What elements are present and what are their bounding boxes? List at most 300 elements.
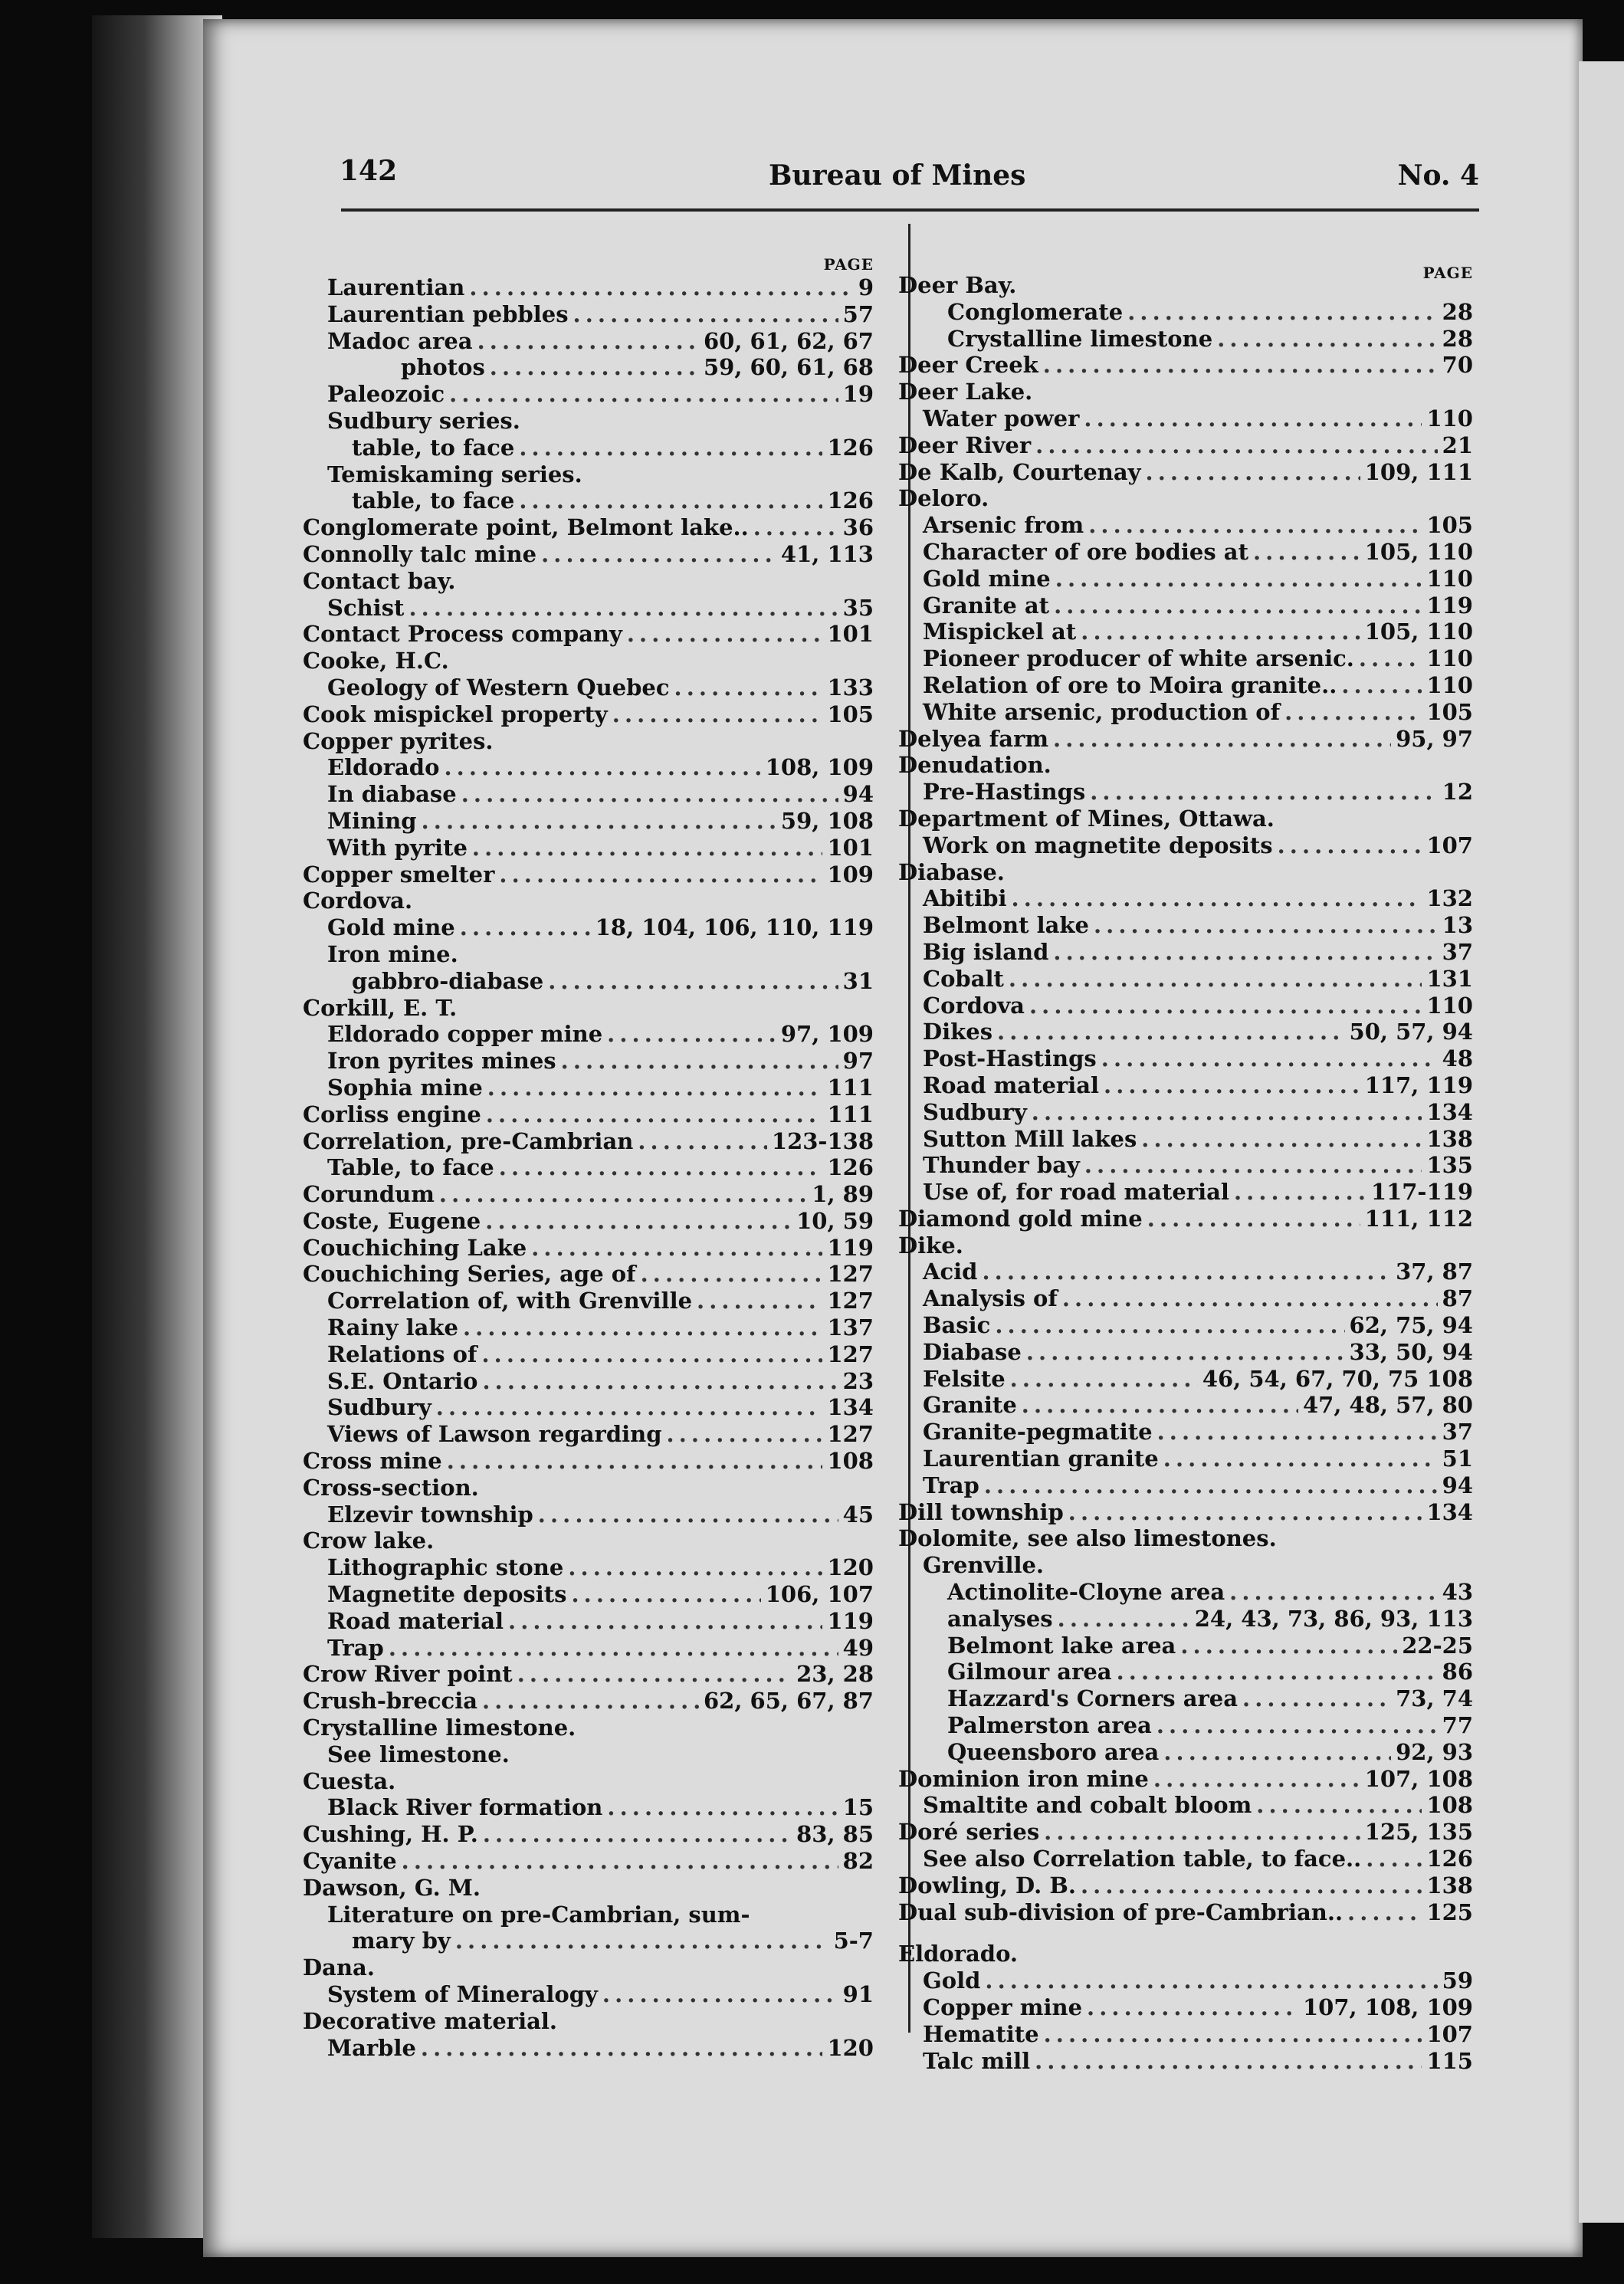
index-entry-pages: 101 [827, 834, 874, 861]
index-entry-text: Granite-pegmatite [923, 1419, 1153, 1446]
index-entry-pages: 91 [842, 1981, 874, 2007]
index-entry [898, 485, 1473, 512]
index-entry [303, 514, 874, 541]
leader-dots [548, 968, 838, 995]
index-entry-pages: 97 [842, 1048, 874, 1075]
index-entry-text: Corkill, E. T. [303, 994, 458, 1021]
index-spacer [898, 1925, 1473, 1941]
index-entry-pages: 108 [827, 1448, 874, 1475]
index-entry [898, 1019, 1473, 1045]
leader-dots [469, 274, 853, 301]
leader-dots [463, 1314, 822, 1341]
index-entry [898, 1206, 1473, 1232]
leader-dots [472, 835, 823, 861]
index-entry-text: Lithographic stone [327, 1554, 564, 1581]
leader-dots [481, 1341, 822, 1368]
leader-dots [1068, 1499, 1422, 1526]
leader-dots [995, 1312, 1344, 1339]
index-entry-pages: 132 [1426, 885, 1473, 912]
index-entry-pages: 110 [1426, 671, 1473, 698]
index-entry-pages: 137 [827, 1314, 874, 1341]
index-entry [898, 1819, 1473, 1846]
leader-dots [997, 1019, 1344, 1045]
index-entry [303, 301, 874, 328]
index-entry-pages: 119 [1426, 592, 1473, 619]
leader-dots [1242, 1685, 1391, 1712]
index-entry-text: Dawson, G. M. [303, 1874, 481, 1901]
index-entry [898, 619, 1473, 645]
index-entry-pages: 120 [827, 2034, 874, 2061]
index-entry-text: Literature on pre-Cambrian, sum- [327, 1901, 750, 1928]
index-entry-text: Magnetite deposits [327, 1581, 567, 1608]
index-entry-text: Arsenic from [923, 512, 1084, 539]
leader-dots [1081, 1872, 1422, 1899]
leader-dots [1087, 1994, 1298, 2021]
index-entry-text: Cross mine [303, 1448, 442, 1475]
index-entry-text: Deer Bay. [898, 272, 1017, 298]
index-entry [303, 461, 874, 488]
leader-dots [447, 1448, 823, 1475]
leader-dots [1009, 966, 1422, 993]
index-entry [303, 595, 874, 622]
leader-dots [1101, 1045, 1438, 1072]
index-entry [898, 326, 1473, 353]
leader-dots [667, 1421, 823, 1448]
index-entry-text: table, to face [352, 434, 515, 461]
leader-dots [1029, 993, 1422, 1019]
leader-dots [439, 1181, 807, 1208]
index-entry-pages: 36 [842, 514, 874, 541]
index-entry [303, 1421, 874, 1448]
index-entry-text: Copper pyrites. [303, 727, 494, 754]
index-entry-pages: 126 [1426, 1846, 1473, 1872]
leader-dots [508, 1608, 822, 1635]
index-entry-text: In diabase [327, 781, 457, 808]
leader-dots [1035, 432, 1438, 459]
index-entry [303, 1688, 874, 1715]
leader-dots [483, 1821, 792, 1848]
index-entry [303, 914, 874, 941]
index-entry [898, 1712, 1473, 1739]
index-entry [898, 299, 1473, 326]
index-entry [898, 1633, 1473, 1659]
index-entry-text: Belmont lake [923, 912, 1089, 939]
index-entry-pages: 48 [1442, 1045, 1473, 1072]
leader-dots [461, 781, 838, 808]
leader-dots [519, 435, 822, 461]
index-entry-text: Copper smelter [303, 861, 495, 888]
leader-dots [487, 1075, 823, 1101]
leader-dots [674, 674, 823, 701]
index-entry [303, 381, 874, 408]
index-entry-text: Rainy lake [327, 1314, 458, 1341]
index-entry-text: Cook mispickel property [303, 701, 608, 727]
index-entry-pages: 62, 75, 94 [1349, 1312, 1473, 1339]
index-entry-pages: 51 [1442, 1446, 1473, 1472]
index-entry-pages: 49 [842, 1634, 874, 1661]
index-entry-pages: 59, 60, 61, 68 [703, 354, 874, 381]
index-entry-pages: 46, 54, 67, 70, 75 108 [1202, 1365, 1473, 1392]
index-entry [303, 2035, 874, 2062]
index-entry [303, 1608, 874, 1635]
index-entry [898, 912, 1473, 939]
leader-dots [1163, 1739, 1391, 1766]
leader-dots [455, 1928, 829, 1954]
index-entry [303, 1501, 874, 1528]
index-entry-text: Conglomerate point, Belmont lake.. [303, 514, 749, 541]
index-entry-text: Pre-Hastings [923, 779, 1086, 806]
index-entry-pages: 108, 109 [765, 754, 874, 781]
index-entry [303, 1741, 874, 1768]
index-entry [303, 328, 874, 355]
index-entry-text: Basic [923, 1312, 991, 1339]
index-entry [303, 621, 874, 648]
index-entry-text: Smaltite and cobalt bloom [923, 1792, 1252, 1819]
leader-dots [482, 1368, 838, 1395]
index-entry-pages: 19 [842, 381, 874, 408]
index-entry [303, 1902, 874, 1928]
index-entry-pages: 15 [842, 1794, 874, 1821]
index-entry-text: Cuesta. [303, 1767, 396, 1794]
leader-dots [1117, 1659, 1438, 1685]
index-entry [303, 274, 874, 301]
index-entry-text: mary by [352, 1928, 451, 1954]
leader-dots [982, 1258, 1391, 1285]
index-entry [303, 354, 874, 381]
leader-dots [1229, 1579, 1437, 1606]
leader-dots [1284, 699, 1422, 726]
index-entry-pages: 43 [1442, 1579, 1473, 1606]
index-entry-text: Water power [923, 405, 1080, 432]
index-entry-pages: 123-138 [771, 1127, 874, 1154]
index-entry [898, 405, 1473, 432]
index-entry [303, 1475, 874, 1501]
index-entry [303, 888, 874, 914]
leader-dots [1157, 1419, 1438, 1446]
index-entry [303, 1715, 874, 1741]
index-entry-text: Eldorado. [898, 1941, 1019, 1967]
index-entry [303, 781, 874, 808]
index-entry [898, 1659, 1473, 1685]
index-entry [898, 459, 1473, 486]
index-entry [898, 1685, 1473, 1712]
index-entry [303, 487, 874, 514]
index-entry-pages: 37, 87 [1396, 1258, 1473, 1285]
index-entry-pages: 126 [827, 487, 874, 514]
index-entry [303, 435, 874, 461]
page-number: 142 [340, 155, 398, 187]
index-entry-text: Views of Lawson regarding [327, 1421, 662, 1448]
index-entry [898, 1579, 1473, 1606]
index-entry [303, 674, 874, 701]
index-entry [898, 272, 1473, 299]
index-entry-text: gabbro-diabase [352, 967, 544, 994]
index-entry-pages: 110 [1426, 565, 1473, 592]
index-entry-text: Department of Mines, Ottawa. [898, 805, 1275, 832]
leader-dots [436, 1394, 823, 1421]
index-entry [303, 1928, 874, 1954]
leader-dots [1104, 1072, 1360, 1099]
index-entry [898, 832, 1473, 859]
index-entry [898, 1366, 1473, 1393]
index-entry [303, 408, 874, 435]
index-entry [303, 1954, 874, 1981]
index-entry-pages: 45 [842, 1501, 874, 1528]
index-entry-text: Hazzard's Corners area [947, 1685, 1239, 1712]
leader-dots [627, 621, 823, 648]
index-entry-pages: 59, 108 [780, 807, 874, 834]
index-entry [898, 966, 1473, 993]
index-entry [303, 1581, 874, 1608]
leader-dots [1081, 619, 1360, 645]
index-entry-text: Gold [923, 1967, 981, 1994]
index-entry [898, 1872, 1473, 1899]
index-entry-text: Actinolite-Cloyne area [947, 1579, 1225, 1606]
index-entry-pages: 107, 108, 109 [1303, 1994, 1473, 2020]
index-entry-text: Doré series [898, 1819, 1040, 1846]
leader-dots [571, 1581, 760, 1608]
index-entry-pages: 57 [842, 300, 874, 327]
index-entry-pages: 134 [1426, 1498, 1473, 1525]
index-entry-text: Deloro. [898, 485, 989, 512]
index-entry [303, 1554, 874, 1581]
index-entry-text: Eldorado [327, 754, 440, 781]
index-entry-text: Grenville. [923, 1552, 1045, 1579]
index-entry [303, 1208, 874, 1235]
index-entry-text: Elzevir township [327, 1501, 533, 1528]
leader-dots [1253, 539, 1360, 566]
index-entry-pages: 10, 59 [796, 1207, 874, 1234]
index-entry-pages: 59 [1442, 1967, 1473, 1994]
index-entry-pages: 23 [842, 1367, 874, 1394]
index-entry [898, 1152, 1473, 1179]
index-entry [898, 2021, 1473, 2048]
index-entry-text: Cordova. [303, 888, 413, 914]
index-entry [303, 1181, 874, 1208]
index-entry-pages: 125 [1426, 1898, 1473, 1925]
index-entry-text: Deer Creek [898, 352, 1038, 379]
index-entry-pages: 37 [1442, 938, 1473, 965]
index-entry-text: Contact Process company [303, 621, 622, 648]
index-entry-text: Laurentian granite [923, 1446, 1159, 1472]
index-entry-text: Deer River [898, 432, 1032, 458]
index-entry-pages: 115 [1426, 2047, 1473, 2074]
index-entry [898, 1899, 1473, 1926]
leader-dots [1054, 592, 1422, 619]
index-entry [898, 2048, 1473, 2075]
leader-dots [1043, 352, 1438, 379]
index-entry [898, 1179, 1473, 1206]
leader-dots [612, 701, 823, 728]
leader-dots [1163, 1446, 1438, 1472]
leader-dots [477, 328, 699, 355]
index-entry [898, 885, 1473, 912]
index-entry-pages: 28 [1442, 325, 1473, 352]
index-entry-pages: 110 [1426, 992, 1473, 1019]
index-entry-text: Cobalt [923, 965, 1004, 992]
index-entry [898, 1846, 1473, 1872]
index-entry-text: With pyrite [327, 834, 468, 861]
index-entry-text: Gold mine [923, 565, 1051, 592]
leader-dots [1090, 779, 1437, 806]
index-entry-text: See limestone. [327, 1741, 510, 1767]
index-entry-pages: 33, 50, 94 [1349, 1338, 1473, 1365]
index-entry [898, 379, 1473, 405]
leader-dots [531, 1235, 822, 1262]
index-entry-pages: 92, 93 [1396, 1738, 1473, 1765]
index-entry-pages: 109, 111 [1364, 458, 1473, 485]
index-entry-pages: 107, 108 [1364, 1765, 1473, 1792]
index-entry-pages: 127 [827, 1261, 874, 1288]
index-entry-text: Couchiching Series, age of [303, 1261, 636, 1288]
leader-dots [482, 1688, 699, 1715]
index-entry-text: Belmont lake area [947, 1632, 1176, 1659]
leader-dots [460, 914, 591, 941]
leader-dots [1012, 885, 1422, 912]
index-entry-text: Geology of Western Quebec [327, 674, 670, 701]
index-entry-pages: 105 [1426, 698, 1473, 725]
index-entry-text: Thunder bay [923, 1152, 1080, 1179]
index-entry [898, 645, 1473, 672]
index-entry-text: Crystalline limestone [947, 325, 1213, 352]
index-column-left [303, 254, 874, 2061]
index-entry-pages: 119 [827, 1607, 874, 1634]
index-entry-pages: 1, 89 [812, 1181, 874, 1208]
index-entry-text: Conglomerate [947, 298, 1124, 325]
index-entry-pages: 110 [1426, 645, 1473, 672]
index-entry [898, 1552, 1473, 1579]
leader-dots [422, 808, 776, 835]
leader-dots [485, 1208, 792, 1235]
index-entry-pages: 105, 110 [1364, 538, 1473, 565]
index-entry-pages: 47, 48, 57, 80 [1302, 1392, 1473, 1419]
index-entry-text: Dual sub-division of pre-Cambrian.. [898, 1898, 1343, 1925]
index-entry [303, 808, 874, 835]
index-entry [303, 541, 874, 568]
index-entry-pages: 24, 43, 73, 86, 93, 113 [1194, 1605, 1473, 1632]
index-entry-text: Corundum [303, 1181, 435, 1208]
index-entry [898, 566, 1473, 592]
index-entry-pages: 31 [842, 967, 874, 994]
index-entry-pages: 107 [1426, 832, 1473, 858]
leader-dots [449, 381, 838, 408]
index-entry [898, 726, 1473, 753]
index-entry [303, 1768, 874, 1795]
index-entry [898, 1285, 1473, 1312]
leader-dots [1234, 1179, 1366, 1206]
index-entry-text: table, to face [352, 487, 515, 514]
leader-dots [421, 2035, 823, 2062]
index-entry [303, 1848, 874, 1875]
index-entry [898, 806, 1473, 832]
index-entry-pages: 138 [1426, 1125, 1473, 1152]
index-entry-pages: 135 [1426, 1152, 1473, 1179]
leader-dots [486, 1101, 823, 1128]
page-column-label: PAGE [823, 255, 874, 274]
leader-dots [444, 754, 760, 781]
index-entry-text: Analysis of [923, 1285, 1058, 1312]
index-entry [303, 2008, 874, 2035]
index-entry [303, 1794, 874, 1821]
index-entry-pages: 86 [1442, 1659, 1473, 1685]
leader-dots [408, 595, 838, 622]
leader-dots [1366, 1846, 1422, 1872]
index-entry [303, 968, 874, 995]
index-entry-text: Cross-section. [303, 1474, 479, 1501]
index-entry-pages: 120 [827, 1554, 874, 1581]
facing-page-edge [1579, 61, 1624, 2223]
leader-dots [641, 1261, 823, 1288]
index-entry [303, 568, 874, 595]
index-entry-text: Temiskaming series. [327, 461, 582, 487]
index-entry-text: Crow lake. [303, 1528, 435, 1554]
index-entry-pages: 70 [1442, 352, 1473, 379]
index-entry [303, 835, 874, 861]
index-entry-text: See also Correlation table, to face.. [923, 1846, 1362, 1872]
index-entry-text: Mispickel at [923, 619, 1077, 645]
index-entry-pages: 108 [1426, 1792, 1473, 1819]
index-entry-text: Relation of ore to Moira granite.. [923, 671, 1337, 698]
index-entry [303, 754, 874, 781]
index-entry-text: Sophia mine [327, 1074, 483, 1101]
index-entry-text: Diamond gold mine [898, 1205, 1143, 1232]
index-entry-text: Table, to face [327, 1154, 494, 1181]
index-entry-pages: 87 [1442, 1285, 1473, 1312]
index-entry-pages: 18, 104, 106, 110, 119 [595, 914, 874, 941]
leader-dots [1146, 459, 1360, 486]
index-entry-pages: 134 [1426, 1098, 1473, 1125]
leader-dots [389, 1635, 838, 1662]
index-entry-pages: 105, 110 [1364, 619, 1473, 645]
index-entry [898, 1339, 1473, 1366]
index-entry-pages: 134 [827, 1394, 874, 1421]
index-entry-text: Granite [923, 1392, 1017, 1419]
leader-dots [1147, 1206, 1360, 1232]
index-entry-text: Dike. [898, 1232, 963, 1258]
index-entry-pages: 35 [842, 594, 874, 621]
index-entry-text: Sudbury series. [327, 407, 520, 434]
index-entry [898, 1472, 1473, 1499]
index-entry-text: Trap [923, 1472, 979, 1498]
index-entry [898, 699, 1473, 726]
index-entry-text: Iron mine. [327, 940, 458, 967]
index-entry [898, 1739, 1473, 1766]
index-entry-text: Crystalline limestone. [303, 1715, 576, 1741]
index-entry-pages: 23, 28 [796, 1661, 874, 1688]
index-entry [303, 995, 874, 1022]
index-entry [898, 512, 1473, 539]
index-entry-text: Use of, for road material [923, 1179, 1229, 1206]
index-entry-text: Marble [327, 2034, 416, 2061]
leader-dots [561, 1048, 838, 1075]
index-entry-text: Delyea farm [898, 725, 1049, 752]
index-entry-pages: 126 [827, 1154, 874, 1181]
leader-dots [517, 1661, 792, 1688]
leader-dots [1217, 326, 1437, 353]
index-entry-pages: 106, 107 [765, 1581, 874, 1608]
leader-dots [1058, 1606, 1190, 1633]
index-entry-pages: 105 [827, 701, 874, 727]
leader-dots [1256, 1792, 1422, 1819]
index-entry-text: Big island [923, 938, 1049, 965]
index-entry-text: Pioneer producer of white arsenic. [923, 645, 1354, 672]
leader-dots [538, 1501, 838, 1528]
index-entry-text: Diabase. [898, 858, 1005, 885]
leader-dots [573, 301, 838, 328]
leader-dots [519, 487, 822, 514]
index-entry-text: Acid [923, 1258, 978, 1285]
index-entry [898, 1994, 1473, 2021]
